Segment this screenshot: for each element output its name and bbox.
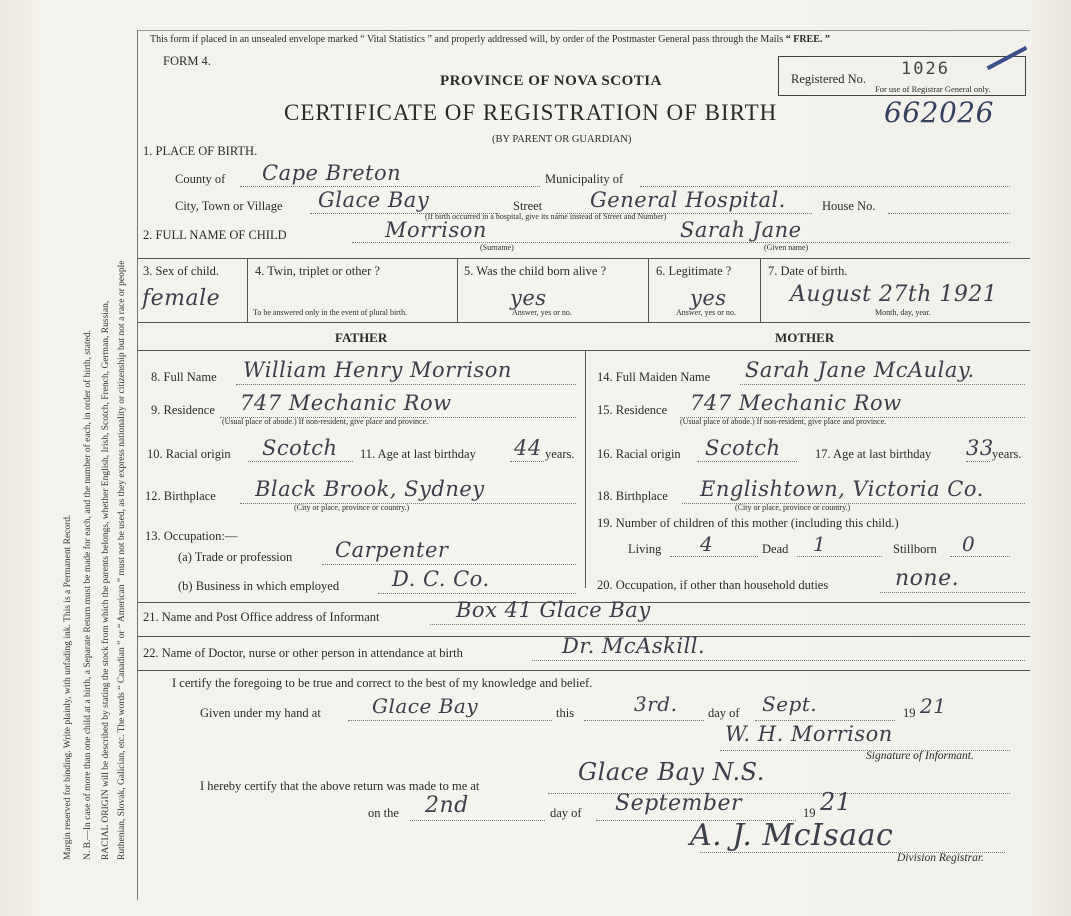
legit-value: yes (690, 286, 727, 310)
business-value: D. C. Co. (392, 567, 490, 591)
trade-value: Carpenter (335, 538, 449, 562)
document-title: CERTIFICATE OF REGISTRATION OF BIRTH (284, 100, 778, 125)
city-label: City, Town or Village (175, 199, 283, 213)
certificate-number: 662026 (884, 96, 994, 129)
occupation-label: 13. Occupation:— (145, 529, 238, 543)
alive-label: 5. Was the child born alive ? (464, 264, 607, 278)
registered-label: Registered No. (791, 72, 866, 86)
given-caption: (Given name) (764, 243, 809, 252)
registrar-day: 2nd (425, 793, 469, 818)
child-given-name: Sarah Jane (680, 218, 802, 242)
mother-racial: Scotch (705, 436, 781, 460)
registrar-text: I hereby certify that the above return was made to me at (200, 779, 480, 793)
child-surname: Morrison (385, 218, 487, 242)
alive-value: yes (510, 286, 547, 310)
this-label: this (556, 706, 575, 720)
father-age-label: 11. Age at last birthday (360, 447, 476, 461)
child-name-label: 2. FULL NAME OF CHILD (143, 228, 287, 242)
registrar-year-prefix: 19 (803, 806, 816, 820)
informant-signature-caption: Signature of Informant. (866, 750, 974, 762)
province-heading: PROVINCE OF NOVA SCOTIA (440, 73, 662, 89)
mother-birthplace: Englishtown, Victoria Co. (700, 477, 984, 501)
father-age-unit: years. (545, 447, 575, 461)
date-label: 7. Date of birth. (768, 264, 848, 278)
informant-signature: W. H. Morrison (725, 722, 893, 746)
margin-note-racial-2: Ruthenian, Slovak, Galician, etc. The words “ Canadian ” or “ American ” must not be used, as they express nationality or citizenship but not a race or people (117, 260, 127, 860)
sex-label: 3. Sex of child. (143, 264, 220, 278)
certify-text: I certify the foregoing to be true and correct to the best of my knowledge and belief. (172, 676, 593, 690)
mother-occupation-label: 20. Occupation, if other than household duties (597, 578, 829, 592)
city-value: Glace Bay (318, 188, 430, 212)
surname-caption: (Surname) (480, 243, 514, 252)
document-subtitle: (BY PARENT OR GUARDIAN) (492, 134, 632, 145)
certify-day-of-label: day of (708, 706, 740, 720)
date-value: August 27th 1921 (790, 282, 998, 307)
father-residence: 747 Mechanic Row (240, 391, 452, 415)
registrar-caption: Division Registrar. (897, 852, 984, 864)
father-residence-note: (Usual place of abode.) If non-resident, give place and province. (222, 417, 429, 426)
street-label: Street (513, 199, 543, 213)
margin-note-racial-1: RACIAL ORIGIN will be described by stating the stock from which the parents belongs, whether English, Irish, Scotch, French, German, Russian, (101, 300, 111, 860)
mother-occupation: none. (895, 566, 960, 591)
postal-note-text: This form if placed in an unsealed envelope marked “ Vital Statistics ” and properly addressed will, by order of the Postmaster General pass through the Mails (150, 34, 784, 45)
registered-note: For use of Registrar General only. (875, 84, 991, 94)
form-number: FORM 4. (163, 54, 211, 68)
alive-note: Answer, yes or no. (512, 308, 572, 317)
certify-month: Sept. (762, 692, 818, 716)
mother-heading: MOTHER (775, 330, 835, 345)
registered-box (778, 56, 1026, 96)
doctor-label: 22. Name of Doctor, nurse or other person in attendance at birth (143, 646, 463, 660)
informant-label: 21. Name and Post Office address of Informant (143, 610, 380, 624)
informant-value: Box 41 Glace Bay (456, 598, 651, 622)
given-place: Glace Bay (372, 694, 479, 718)
registrar-day-of-label: day of (550, 806, 582, 820)
living-label: Living (628, 542, 662, 556)
mother-birthplace-note: (City or place, province or country.) (735, 503, 851, 512)
county-value: Cape Breton (262, 161, 402, 185)
registrar-year: 21 (820, 788, 852, 816)
mother-residence: 747 Mechanic Row (690, 391, 902, 415)
legit-label: 6. Legitimate ? (656, 264, 732, 278)
stillborn-label: Stillborn (893, 542, 937, 556)
mother-name: Sarah Jane McAulay. (745, 358, 975, 382)
registrar-signature: A. J. McIsaac (690, 818, 894, 853)
dead-label: Dead (762, 542, 789, 556)
certify-year: 21 (920, 694, 947, 718)
registered-number: 1026 (901, 59, 950, 79)
father-birthplace-label: 12. Birthplace (145, 489, 216, 503)
father-name-label: 8. Full Name (151, 370, 217, 384)
doctor-value: Dr. McAskill. (562, 634, 706, 658)
father-birthplace: Black Brook, Sydney (255, 477, 485, 501)
certify-year-prefix: 19 (903, 706, 916, 720)
place-of-birth-heading: 1. PLACE OF BIRTH. (143, 144, 258, 158)
postal-note (150, 34, 830, 45)
margin-note-binding: Margin reserved for binding. Write plainly, with unfading ink. This is a Permanent Record. (63, 514, 73, 860)
certify-day: 3rd. (634, 692, 678, 716)
mother-residence-note: (Usual place of abode.) If non-resident, give place and province. (680, 417, 887, 426)
given-under-label: Given under my hand at (200, 706, 321, 720)
children-label: 19. Number of children of this mother (including this child.) (597, 516, 899, 530)
postal-note-free: “ FREE. ” (785, 34, 830, 45)
living-value: 4 (700, 532, 714, 556)
father-residence-label: 9. Residence (151, 403, 215, 417)
dead-value: 1 (813, 532, 827, 556)
registrar-month: September (615, 791, 743, 816)
twin-note: To be answered only in the event of plural birth. (253, 308, 408, 317)
mother-birthplace-label: 18. Birthplace (597, 489, 668, 503)
mother-age: 33 (966, 436, 994, 460)
stillborn-value: 0 (962, 532, 976, 556)
municipality-label: Municipality of (545, 172, 624, 186)
mother-residence-label: 15. Residence (597, 403, 668, 417)
father-age: 44 (514, 436, 542, 460)
registrar-on-label: on the (368, 806, 399, 820)
sex-value: female (142, 286, 221, 311)
twin-label: 4. Twin, triplet or other ? (255, 264, 380, 278)
father-name: William Henry Morrison (243, 358, 512, 382)
father-racial: Scotch (262, 436, 338, 460)
county-label: County of (175, 172, 226, 186)
father-racial-label: 10. Racial origin (147, 447, 231, 461)
date-note: Month, day, year. (875, 308, 931, 317)
mother-age-label: 17. Age at last birthday (815, 447, 932, 461)
mother-age-unit: years. (992, 447, 1022, 461)
business-label: (b) Business in which employed (178, 579, 340, 593)
mother-racial-label: 16. Racial origin (597, 447, 681, 461)
hospital-note: (If birth occurred in a hospital, give its name instead of Street and Number) (425, 212, 667, 221)
house-label: House No. (822, 199, 876, 213)
father-birthplace-note: (City or place, province or country.) (294, 503, 410, 512)
trade-label: (a) Trade or profession (178, 550, 293, 564)
registrar-place: Glace Bay N.S. (578, 758, 765, 786)
legit-note: Answer, yes or no. (676, 308, 736, 317)
street-value: General Hospital. (590, 188, 786, 212)
father-heading: FATHER (335, 330, 388, 345)
mother-name-label: 14. Full Maiden Name (597, 370, 711, 384)
margin-note-nb: N. B.—In case of more than one child at a birth, a Separate Return must be made for each, and the number of each, in order of birth, stated. (83, 330, 93, 860)
